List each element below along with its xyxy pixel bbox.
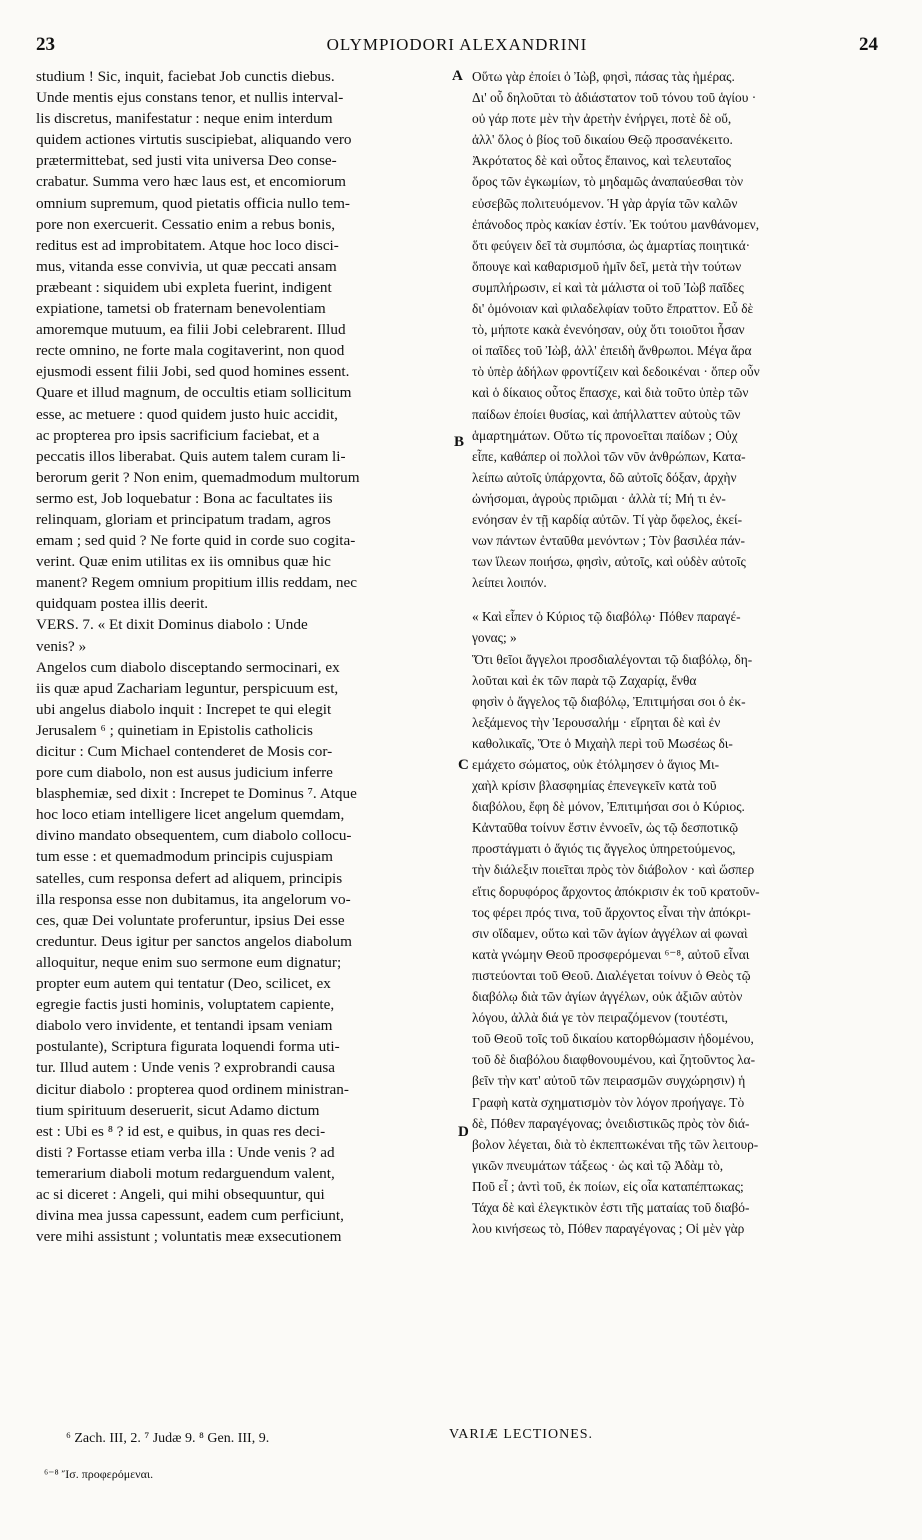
latin-text-line: lis discretus, manifestatur : neque enim interdum: [36, 110, 333, 128]
latin-text-line: tium spirituum deseruerit, sicut Adamo dictum: [36, 1101, 320, 1119]
latin-text-line: ac si diceret : Angeli, qui mihi obsequuntur, qui: [36, 1185, 325, 1203]
latin-text-line: relinquam, gloriam et principatum tradam, agros: [36, 510, 331, 528]
latin-text-line: studium ! Sic, inquit, faciebat Job cunctis diebus.: [36, 68, 335, 85]
variant-note: ⁶⁻⁸ Ἴσ. προφερόμεναι.: [44, 1467, 154, 1481]
latin-text-line: divino mandato obsequentem, cum diabolo collocu-: [36, 827, 352, 845]
greek-text-line: τὸ, μήποτε κακὰ ἐνενόησαν, οὐχ ὅτι τοιοῦτοι ἦσαν: [472, 322, 745, 338]
running-header: [36, 34, 878, 60]
greek-text-line: πιστεύονται τοῦ Θεοῦ. Διαλέγεται τοίνυν ὁ Θεὸς τῷ: [472, 967, 751, 983]
latin-text-line: Jerusalem ⁶ ; quinetiam in Epistolis catholicis: [36, 721, 313, 739]
section-marker-d: D: [458, 1124, 469, 1140]
latin-column: [36, 66, 454, 1247]
latin-text-line: præbeant : siquidem ubi expleta fuerint, indigent: [36, 278, 332, 296]
greek-text-line: οὐ γάρ ποτε μὲν τὴν ἀρετὴν ἐνήργει, ποτὲ δὲ οὔ,: [472, 111, 732, 127]
greek-text-line: Ποῦ εἶ ; ἀντὶ τοῦ, ἐκ ποίων, εἰς οἷα καταπέπτωκας;: [472, 1178, 744, 1194]
latin-text-line: prætermittebat, sed justi vita universa Deo conse-: [36, 152, 337, 170]
latin-text-line: alloquitur, neque enim suo sermone eum dignatur;: [36, 953, 342, 971]
greek-text-line: ὠνήσομαι, ἀγροὺς πριῶμαι · ἀλλὰ τί; Μή τι ἐν-: [472, 490, 726, 506]
latin-text-line: dicitur : Cum Michael contenderet de Mosis cor-: [36, 743, 333, 760]
latin-text-line: divina mea jussa capessunt, eadem cum perficiunt,: [36, 1207, 344, 1225]
latin-text-line: expiatione, tametsi ob fraternam benevolentiam: [36, 300, 326, 318]
latin-text-line: satelles, cum responsa defert ad aliquem, principis: [36, 869, 343, 887]
latin-text-line: ubi angelus diabolo inquit : Increpet te qui elegit: [36, 700, 332, 718]
latin-text-line: berorum gerit ? Non enim, quemadmodum multorum: [36, 468, 360, 486]
latin-text-line: reditus est ad improbitatem. Atque hoc loco disci-: [36, 236, 339, 254]
greek-text-line: ὅτι φεύγειν δεῖ τὰ συμπόσια, ὡς ἁμαρτίας ποιητικά·: [472, 237, 751, 253]
section-marker-c: C: [458, 757, 469, 773]
greek-text-line: τος φέρει πρός τινα, τοῦ ἄρχοντος εἶναι τὴν ἀπόκρι-: [472, 904, 751, 920]
latin-text-line: verint. Quæ enim utilitas ex iis omnibus quæ hic: [36, 553, 331, 571]
latin-text-line: blasphemiæ, sed dixit : Increpet te Dominus ⁷. Atque: [36, 785, 357, 803]
latin-text-line: tum esse : et quemadmodum principis cujuspiam: [36, 848, 333, 866]
latin-text-line: creduntur. Deus igitur per sanctos angelos diabolum: [36, 932, 352, 950]
latin-text-line: pore cum diabolo, non est ausus judicium inferre: [36, 764, 333, 782]
greek-text-line: διαβόλου, ἔφη δὲ μόνον, Ἐπιτιμήσαι σοι ὁ Κύριος.: [472, 799, 745, 815]
latin-text-line: ces, quæ Dei voluntate proferuntur, ipsius Dei esse: [36, 911, 345, 929]
latin-text-line: mus, vitanda esse convivia, ut quæ peccati ansam: [36, 257, 337, 275]
greek-text-line: τὴν διάλεξιν ποιεῖται πρὸς τὸν διάβολον · καὶ ὥσπερ: [472, 862, 755, 878]
greek-text-line: τοῦ Θεοῦ τοῖς τοῦ δικαίου κατορθώμασιν ἡδομένου,: [472, 1031, 754, 1047]
running-title: OLYMPIODORI ALEXANDRINI: [326, 35, 588, 54]
latin-text-line: vere mihi assistunt ; voluntatis meæ exsecutionem: [36, 1228, 342, 1246]
greek-text-line: φησὶν ὁ ἄγγελος τῷ διαβόλῳ, Ἐπιτιμήσαι σοι ὁ ἐκ-: [472, 693, 746, 709]
greek-text-line: διαβόλῳ διὰ τῶν ἁγίων ἀγγέλων, οὐκ ἀξιῶν αὐτὸν: [472, 989, 743, 1005]
latin-text-line: diabolo vero invidente, et tentandi ipsam veniam: [36, 1017, 333, 1035]
latin-text-line: ac propterea pro ipsis sacrificium faciebat, et a: [36, 426, 320, 444]
latin-text-line: emam ; sed quid ? Ne forte quid in corde suo cogita-: [36, 532, 356, 550]
latin-text-line: tur. Illud autem : Unde venis ? exprobrandi causa: [36, 1059, 336, 1077]
latin-text-line: quidquam postea illis deerit.: [36, 595, 209, 613]
greek-text-line: ἐπάνοδος πρὸς κακίαν ἐστίν. Ἐκ τούτου μανθάνομεν,: [472, 216, 760, 232]
greek-text-line: συμπλήρωσιν, εἰ καὶ τὰ μάλιστα οἱ τοῦ Ἰὼβ παῖδες: [472, 279, 744, 295]
latin-text-line: hoc loco etiam intelligere licet angelum quemdam,: [36, 806, 345, 824]
latin-text-line: pore non exercuerit. Cessatio enim a rebus bonis,: [36, 215, 336, 233]
latin-text-line: dicitur diabolo : propterea quod ordinem ministran-: [36, 1080, 349, 1098]
section-marker-a: A: [452, 68, 463, 84]
greek-text-line: τοῦ δὲ διαβόλου διαφθονουμένου, καὶ ζητοῦντος λα-: [472, 1052, 756, 1068]
greek-text-line: λεξάμενος τὴν Ἱερουσαλήμ · εἴρηται δὲ καὶ ἐν: [472, 714, 721, 730]
latin-text-line: esse, ac metuere : quod quidem justo huic accidit,: [36, 405, 338, 423]
greek-text-line: ἁμαρτημάτων. Οὕτω τίς προνοεῖται παίδων ; Οὐχ: [472, 427, 738, 443]
greek-text-line: Τάχα δὲ καὶ ἐλεγκτικὸν ἐστι τῆς ματαίας τοῦ διαβό-: [472, 1199, 750, 1215]
latin-text-line: manent? Regem omnium propitium illis reddam, nec: [36, 574, 357, 592]
greek-text-line: Οὕτω γὰρ ἐποίει ὁ Ἰὼβ, φησὶ, πάσας τὰς ἡμέρας.: [472, 69, 735, 84]
page-number-right: 24: [859, 34, 878, 55]
greek-text-line: τὸ ὑπὲρ ἀδήλων φροντίζειν καὶ δεδοικέναι · ὅπερ οὖν: [472, 364, 760, 380]
greek-text-line: των ἵλεων ποιήσω, φησὶν, αὐτοῖς, καὶ οὐδὲν αὐτοῖς: [472, 554, 746, 570]
latin-text-line: illa responsa esse non dubitamus, ita angelorum vo-: [36, 890, 351, 908]
latin-text-line: est : Ubi es ⁸ ? id est, e quibus, in quas res deci-: [36, 1122, 326, 1140]
greek-text-line: κατὰ γνώμην Θεοῦ προσφερόμεναι ⁶⁻⁸, αὐτοῦ εἶναι: [472, 946, 750, 962]
latin-text-line: omnium supremum, quod pietatis officia nullo tem-: [36, 194, 350, 212]
greek-text-line: δὲ, Πόθεν παραγέγονας; ὀνειδιστικῶς πρὸς τὸν διά-: [472, 1115, 750, 1131]
greek-text-line: καθολικαῖς, Ὅτε ὁ Μιχαὴλ περὶ τοῦ Μωσέως δι-: [472, 735, 733, 751]
greek-text-line: « Καὶ εἶπεν ὁ Κύριος τῷ διαβόλῳ· Πόθεν παραγέ-: [472, 609, 741, 625]
greek-text-line: γικῶν πνευμάτων τάξεως · ὡς καὶ τῷ Ἀδὰμ τὸ,: [472, 1157, 724, 1173]
greek-text-line: λόγου, ἀλλὰ διά γε τὸν πειραζόμενον (τουτέστι,: [472, 1010, 729, 1026]
latin-text-line: crabatur. Summa vero hæc laus est, et encomiorum: [36, 173, 346, 191]
latin-text-line: egregie factis justi hominis, voluptatem capiente,: [36, 996, 335, 1014]
greek-text-line: προστάγματι ὁ ἅγιός τις ἄγγελος ὑπηρετούμενος,: [472, 841, 736, 857]
latin-text-line: temerarium diaboli motum redarguendum valent,: [36, 1164, 335, 1182]
latin-text-line: amoremque mutuum, ea filii Jobi celebrarent. Illud: [36, 321, 346, 339]
greek-text-line: λου κινήσεως τὸ, Πόθεν παραγέγονας ; Οἱ μὲν γὰρ: [472, 1221, 745, 1237]
latin-text-line: venis? »: [36, 637, 87, 655]
section-marker-b: B: [454, 434, 465, 450]
greek-text-line: Κἀνταῦθα τοίνυν ἔστιν ἐννοεῖν, ὡς τῷ δεσποτικῷ: [472, 820, 739, 836]
greek-text-line: Ἀκρότατος δὲ καὶ οὗτος ἔπαινος, καὶ τελευταῖος: [472, 153, 731, 169]
greek-text-line: ἀλλ' ὅλος ὁ βίος τοῦ δικαίου Θεῷ προσανέκειτο.: [472, 132, 733, 148]
greek-text-line: εμάχετο σώματος, οὐκ ἐτόλμησεν ὁ ἅγιος Μι-: [472, 757, 720, 772]
footnotes: ⁶ Zach. III, 2. ⁷ Judæ 9. ⁸ Gen. III, 9.: [66, 1431, 270, 1446]
greek-text-line: εὐσεβῶς πολιτευόμενον. Ἡ γὰρ ἀργία τῶν καλῶν: [472, 195, 738, 211]
latin-text-line: quidem actiones virtutis suscipiebat, aliquando vero: [36, 131, 352, 149]
greek-text-line: χαὴλ κρίσιν βλασφημίας ἐπενεγκεῖν κατὰ τοῦ: [472, 778, 717, 794]
greek-text-line: βεῖν τὴν κατ' αὐτοῦ τῶν πειρασμῶν συγχώρησιν) ἡ: [472, 1073, 746, 1089]
latin-text-line: VERS. 7. « Et dixit Dominus diabolo : Unde: [36, 616, 308, 634]
latin-text-line: propter eum autem qui tentatur (Deo, scilicet, ex: [36, 975, 331, 993]
latin-text-line: recte omnino, ne forte mala cogitaverint, non quod: [36, 342, 345, 360]
latin-text-line: Quare et illud magnum, de occultis etiam sollicitum: [36, 384, 352, 402]
greek-text-line: οἱ παῖδες τοῦ Ἰὼβ, ἀλλ' ἐπειδὴ ἄνθρωποι. Μέγα ἄρα: [472, 343, 752, 359]
latin-text-line: sermo est, Job loquebatur : Bona ac facultates iis: [36, 489, 333, 507]
greek-text-line: ὅρος τῶν ἐγκωμίων, τὸ μηδαμῶς ἀναπαύεσθαι τὸν: [472, 174, 744, 190]
greek-text-line: σιν οἴδαμεν, οὕτω καὶ τῶν ἁγίων ἀγγέλων αἱ φωναὶ: [472, 925, 748, 941]
greek-text-line: εἴτις δορυφόρος ἄρχοντος ἀπόκρισιν ἐκ τοῦ κρατοῦν-: [472, 883, 760, 899]
greek-text-line: λοῦται καὶ ἐκ τῶν παρὰ τῷ Ζαχαρίᾳ, ἔνθα: [472, 672, 697, 688]
latin-text-line: Unde mentis ejus constans tenor, et nullis interval-: [36, 89, 344, 107]
greek-text-line: δι' ὁμόνοιαν καὶ φιλαδελφίαν τοῦτο ἔπραττον. Εὖ δὲ: [472, 301, 754, 317]
variae-lectiones-title: VARIÆ LECTIONES.: [448, 1427, 594, 1442]
latin-text-line: peccatis illos liberabat. Quis autem talem curam li-: [36, 447, 346, 465]
greek-text-line: νων πάντων ἐνταῦθα μενόντων ; Τὸν βασιλέα πάν-: [472, 533, 745, 549]
latin-text-line: disti ? Fortasse etiam verba illa : Unde venis ? ad: [36, 1143, 335, 1161]
latin-text-line: postulante), Scriptura figurata loquendi forma uti-: [36, 1038, 340, 1056]
greek-text-line: γονας; »: [472, 630, 517, 646]
greek-text-line: λείπω αὐτοῖς ὑπάρχοντα, δῶ αὐτοῖς δόξαν, ἀρχὴν: [472, 469, 737, 485]
greek-text-line: λείπει λοιπόν.: [472, 575, 547, 591]
greek-text-line: καὶ ὁ δίκαιος οὗτος ἔπασχε, καὶ διὰ τοῦτο ὑπὲρ τῶν: [472, 385, 749, 401]
greek-text-line: βολον λέγεται, διὰ τὸ ἐκπεπτωκέναι τῆς τῶν λειτουρ-: [472, 1136, 759, 1152]
latin-text-line: ejusmodi essent filii Jobi, sed quod homines essent.: [36, 363, 350, 381]
greek-column: [472, 66, 886, 1239]
page-number-left: 23: [36, 34, 55, 55]
greek-text-line: εἶπε, καθάπερ οἱ πολλοὶ τῶν νῦν ἀνθρώπων, Κατα-: [472, 448, 746, 464]
greek-text-line: ὅπουγε καὶ καθαρισμοῦ ἡμῖν δεῖ, μετὰ τὴν τούτων: [472, 258, 742, 274]
latin-text-line: iis quæ apud Zachariam leguntur, perspicuum est,: [36, 679, 339, 697]
greek-text-line: παίδων ἐποίει θυσίας, καὶ ἀπήλλαττεν αὐτοὺς τῶν: [472, 406, 741, 422]
greek-text-line: Ὅτι θεῖοι ἄγγελοι προσδιαλέγονται τῷ διαβόλῳ, δη-: [472, 651, 753, 667]
greek-text-line: Δι' οὗ δηλοῦται τὸ ἀδιάστατον τοῦ τόνου τοῦ ἁγίου ·: [472, 90, 757, 106]
greek-text-line: Γραφὴ κατὰ σχηματισμὸν τὸν λόγον προήγαγε. Τὸ: [472, 1094, 745, 1110]
greek-text-line: ενόησαν ἐν τῇ καρδίᾳ αὐτῶν. Τί γὰρ ὄφελος, ἐκεί-: [472, 511, 743, 527]
latin-text-line: Angelos cum diabolo disceptando sermocinari, ex: [36, 658, 340, 676]
